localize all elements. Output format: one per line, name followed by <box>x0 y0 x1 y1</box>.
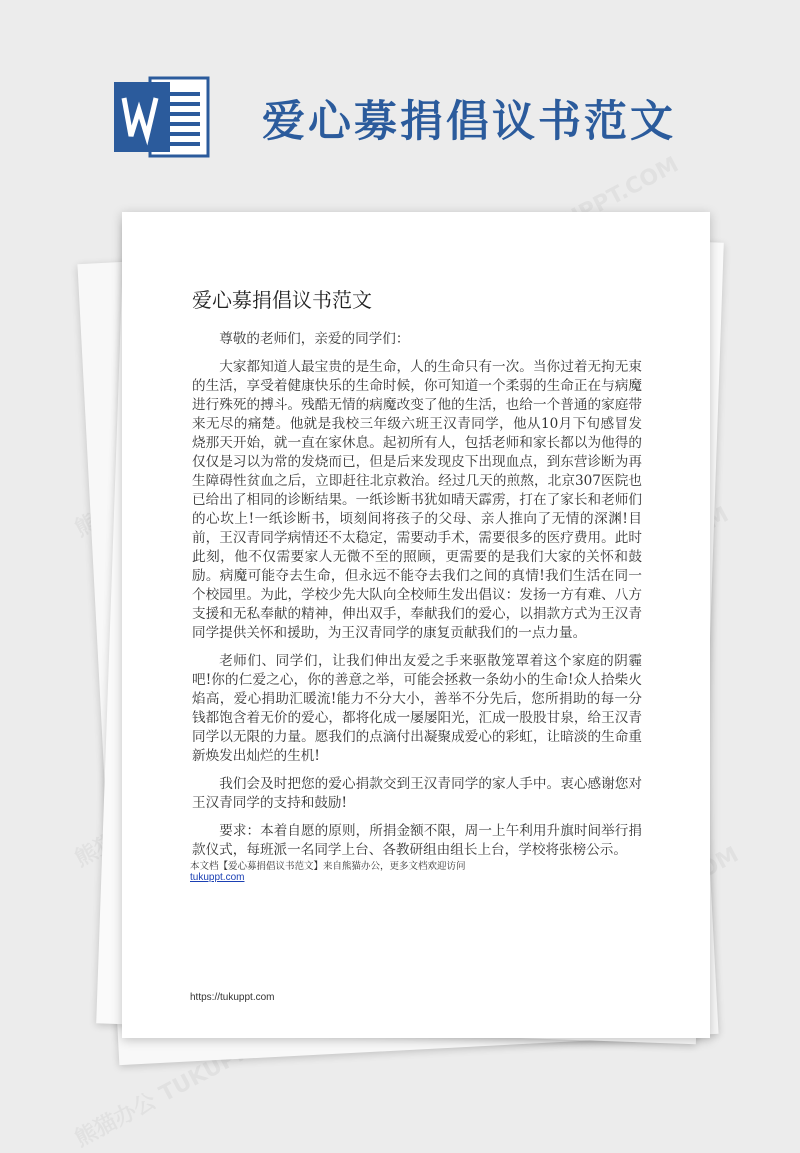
footer-link[interactable]: tukuppt.com <box>190 872 245 883</box>
paragraph: 大家都知道人最宝贵的是生命，人的生命只有一次。当你过着无拘无束的生活，享受着健康快乐的生命时候，你可知道一个柔弱的生命正在与病魔进行殊死的搏斗。残酷无情的病魔改变了他的生活，也给一个普通的家庭带来无尽的痛楚。他就是我校三年级六班王汉青同学，他从10月下旬感冒发烧那天开始，就一直在家休息。起初所有人，包括老师和家长都以为他得的仅仅是习以为常的发烧而已，但是后来发现皮下出现血点，到东营诊断为再生障碍性贫血之后，立即赶往北京救治。经过几天的煎熬，北京307医院也已给出了相同的诊断结果。一纸诊断书犹如晴天霹雳，打在了家长和老师们的心坎上!一纸诊断书，顷刻间将孩子的父母、亲人推向了无情的深渊!目前，王汉青同学病情还不太稳定，需要动手术，需要很多的医疗费用。此时此刻，他不仅需要家人无微不至的照顾，更需要的是我们大家的关怀和鼓励。病魔可能夺去生命，但永远不能夺去我们之间的真情!我们生活在同一个校园里。为此，学校少先大队向全校师生发出倡议：发扬一方有难、八方支援和无私奉献的精神，伸出双手，奉献我们的爱心，以捐款方式为王汉青同学提供关怀和援助，为王汉青同学的康复贡献我们的一点力量。 <box>192 359 642 641</box>
salutation: 尊敬的老师们，亲爱的同学们： <box>219 331 410 347</box>
paragraph: 要求：本着自愿的原则，所捐金额不限，周一上午利用升旗时间举行捐款仪式，每班派一名同学上台、各教研组由组长上台，学校将张榜公示。 <box>192 823 642 858</box>
document-page <box>122 212 710 1038</box>
word-document-icon <box>112 72 212 162</box>
document-body <box>192 330 642 869</box>
document-title: 爱心募捐倡议书范文 <box>192 288 372 312</box>
paragraph: 老师们、同学们，让我们伸出友爱之手来驱散笼罩着这个家庭的阴霾吧!你的仁爱之心，你的善意之举，可能会拯救一条幼小的生命!众人拾柴火焰高，爱心捐助汇暖流!能力不分大小，善举不分先后，您所捐助的每一分钱都饱含着无价的爱心，都将化成一屡屡阳光，汇成一股股甘泉，给王汉青同学以无限的力量。愿我们的点滴付出凝聚成爱心的彩虹，让暗淡的生命重新焕发出灿烂的生机! <box>192 653 642 764</box>
footer-note: 本文档【爱心募捐倡议书范文】来自熊猫办公，更多文档欢迎访问 <box>190 861 466 872</box>
paragraph: 我们会及时把您的爱心捐款交到王汉青同学的家人手中。衷心感谢您对王汉青同学的支持和鼓励! <box>192 776 642 811</box>
page-title: 爱心募捐倡议书范文 <box>262 97 676 147</box>
bottom-url: https://tukuppt.com <box>190 992 275 1003</box>
